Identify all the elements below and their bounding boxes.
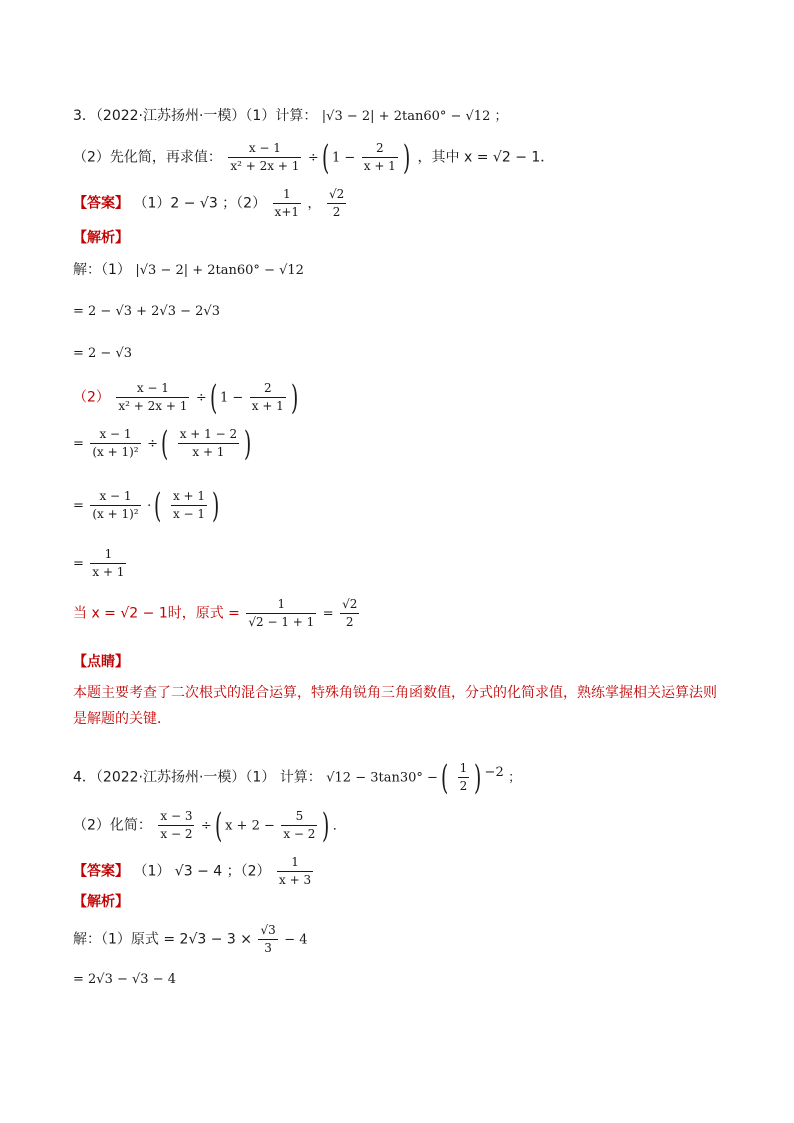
q4-sol-intro-text: 解：（1）原式 = 2√3 − 3 × — [73, 931, 252, 948]
q3-comment-tag: 【点睛】 — [73, 654, 129, 670]
q4-part2-line: （2）化简： $\frac{x - 3}{x - 2}$ ÷( x + 2 − $\frac{5}{x - 2}$ ) ． — [73, 805, 346, 846]
q3-comment-line — [73, 652, 129, 672]
q3-comment-text: 本题主要考查了二次根式的混合运算，特殊角锐角三角函数值，分式的化简求值，熟练掌握相关运算法则是解题的关键． — [73, 685, 717, 727]
q4-sol-intro-tail: − 4 — [284, 932, 308, 948]
q3-fraction-1: $\frac{x - 1}{\text{x² + 2x + 1}}$ — [230, 141, 300, 173]
q3-answer-line: 【答案】 （1）2 − √3 ；（2） $\frac{1}{x+1}$ ， $\frac{√2}{2}$ — [73, 187, 345, 219]
q4-solution-intro: 解：（1）原式 = 2√3 − 3 × $\frac{√3}{3}$ − 4 — [73, 923, 308, 955]
q3-part2-prefix: （2）先化简，再求值： — [73, 149, 222, 166]
q3-answer-fraction-1: $\frac{1}{x+1}$ — [274, 187, 300, 219]
q4-analysis-tag: 【解析】 — [73, 894, 129, 910]
q3-header: 3．（2022·江苏扬州·一模）（1）计算： — [73, 108, 318, 124]
q3-part2-line: （2）先化简，再求值： $\frac{x - 1}{\text{x² + 2x + 1}}$ ÷( 1 − $\frac{2}{x + 1}$ ) ，其中 x = √2 − 1． — [73, 137, 555, 178]
q3-solution-step-b: = $\frac{x - 1}{\text{(x + 1)²}}$ ·( $\frac{x + 1}{x - 1}$ ) — [73, 485, 220, 526]
q3-solution-when: 当 x = √2 − 1时，原式 = $\frac{1}{√2 - 1 + 1}$ = $\frac{√2}{2}$ — [73, 597, 358, 629]
q3-fraction-2: $\frac{2}{x + 1}$ — [363, 141, 396, 173]
q3-part1-expr: |√3 − 2| + 2tan60° − √12 ； — [321, 109, 508, 124]
q4-part2-prefix: （2）化简： — [73, 817, 152, 834]
q3-answer-text: （1）2 − √3 ；（2） — [133, 195, 267, 212]
q3-solution-intro: 解：（1） |√3 − 2| + 2tan60° − √12 — [73, 262, 304, 278]
q3-solution-step-a: = $\frac{x - 1}{\text{(x + 1)²}}$ ÷( $\frac{x + 1 - 2}{x + 1}$ ) — [73, 423, 252, 464]
q4-header-line: 4．（2022·江苏扬州·一模）（1） 计算： √12 − 3tan30° −( $\frac{1}{2}$ ) $^{-2}$ ； — [73, 757, 522, 798]
q4-header: 4．（2022·江苏扬州·一模）（1） 计算： — [73, 769, 322, 786]
q3-solution-part2: （2） $\frac{x - 1}{\text{x² + 2x + 1}}$ ÷( 1 − $\frac{2}{x + 1}$ ) — [73, 377, 299, 418]
q3-header-line — [73, 106, 507, 127]
q3-analysis-line — [73, 228, 129, 248]
q3-when-text: 当 x = √2 − 1时，原式 = — [73, 605, 240, 622]
q3-sol-intro-text: 解：（1） — [73, 262, 131, 278]
q3-solution-step-c: = $\frac{1}{x + 1}$ — [73, 547, 125, 579]
q4-answer-text: （1） √3 − 4 ；（2） — [133, 863, 271, 880]
q4-solution-line-2: = 2√3 − √3 − 4 — [73, 972, 176, 987]
q3-solution-line-2: = 2 − √3 + 2√3 − 2√3 — [73, 304, 220, 319]
q4-answer-line: 【答案】 （1） √3 − 4 ；（2） $\frac{1}{x + 3}$ — [73, 855, 312, 887]
q3-solution-line-3: = 2 − √3 — [73, 346, 133, 361]
q4-answer-tag: 【答案】 — [73, 863, 129, 880]
q3-sol-part2-label: （2） — [73, 389, 110, 406]
q3-analysis-tag: 【解析】 — [73, 230, 129, 246]
q3-answer-fraction-2: $\frac{√2}{2}$ — [328, 187, 345, 219]
q4-analysis-line — [73, 892, 129, 912]
q3-answer-tag: 【答案】 — [73, 195, 129, 212]
q3-part2-suffix: ，其中 x = √2 − 1． — [417, 149, 555, 166]
